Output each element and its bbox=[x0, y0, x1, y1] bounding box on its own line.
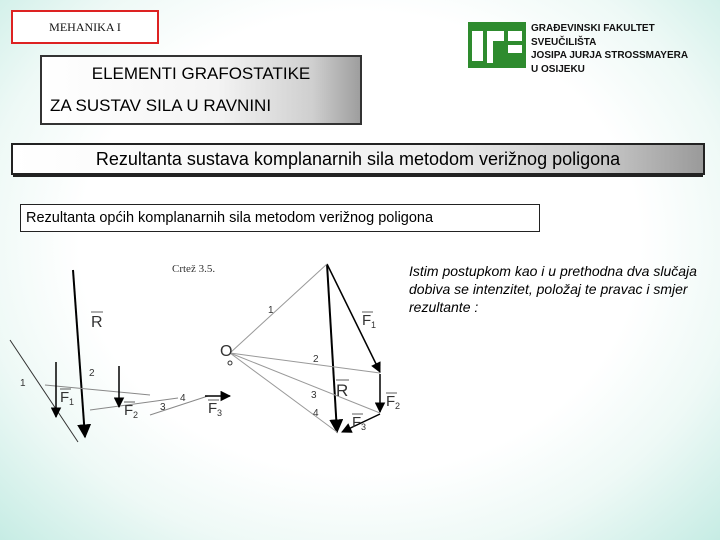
label-f2-sub-right: 2 bbox=[395, 401, 401, 411]
faculty-line-3: JOSIPA JURJA STROSSMAYERA bbox=[531, 50, 689, 61]
title-line-2: ZA SUSTAV SILA U RAVNINI bbox=[50, 96, 272, 115]
pole-point bbox=[228, 361, 232, 365]
pole-ray-1 bbox=[230, 264, 327, 353]
label-f3-sub-left: 3 bbox=[217, 408, 223, 418]
faculty-logo bbox=[468, 22, 526, 68]
label-3-right: 3 bbox=[311, 390, 317, 401]
label-f1-sub-right: 1 bbox=[371, 320, 377, 330]
faculty-line-1: GRAĐEVINSKI FAKULTET bbox=[531, 23, 655, 34]
label-f3-left: F bbox=[208, 400, 218, 417]
description-text: Istim postupkom kao i u prethodna dva slučaja dobiva se intenzitet, položaj te pravac i smjer rezultante : bbox=[409, 263, 697, 315]
pole-ray-3 bbox=[230, 353, 380, 413]
label-f2-right: F bbox=[386, 393, 396, 410]
figure-caption: Crtež 3.5. bbox=[172, 263, 216, 275]
force-plan-left bbox=[10, 270, 233, 442]
ray-4-left bbox=[150, 396, 208, 415]
resultant-right bbox=[327, 264, 337, 432]
resultant-line-left bbox=[73, 270, 85, 437]
label-f2-left: F bbox=[124, 402, 134, 419]
title-box bbox=[40, 55, 362, 125]
label-2-left: 2 bbox=[89, 368, 95, 379]
force-f1-right bbox=[327, 264, 380, 372]
subtitle: Rezultanta općih komplanarnih sila metodom verižnog poligona bbox=[20, 204, 540, 232]
label-f3-sub-right: 3 bbox=[361, 422, 367, 432]
label-1-left: 1 bbox=[20, 378, 26, 389]
label-4-right: 4 bbox=[313, 408, 319, 419]
faculty-name bbox=[531, 22, 716, 76]
label-f1-left: F bbox=[60, 389, 70, 406]
label-r-left: R bbox=[91, 314, 103, 331]
main-title: Rezultanta sustava komplanarnih sila metodom verižnog poligona bbox=[11, 143, 705, 175]
label-3-left: 3 bbox=[160, 402, 166, 413]
faculty-line-4: U OSIJEKU bbox=[531, 63, 585, 75]
label-f2-sub-left: 2 bbox=[133, 410, 139, 420]
label-1-right: 1 bbox=[268, 305, 274, 316]
label-f1-right: F bbox=[362, 312, 372, 329]
label-f1-sub-left: 1 bbox=[69, 397, 75, 407]
label-o: O bbox=[220, 343, 233, 360]
label-2-right: 2 bbox=[313, 354, 319, 365]
label-f3-right: F bbox=[352, 414, 362, 431]
title-line-1: ELEMENTI GRAFOSTATIKE bbox=[91, 64, 311, 83]
label-4-left: 4 bbox=[180, 393, 186, 404]
label-r-right: R bbox=[336, 381, 349, 400]
force-polygon-right bbox=[220, 264, 400, 432]
faculty-line-2: SVEUČILIŠTA bbox=[531, 36, 597, 48]
course-label: MEHANIKA I bbox=[11, 10, 159, 44]
